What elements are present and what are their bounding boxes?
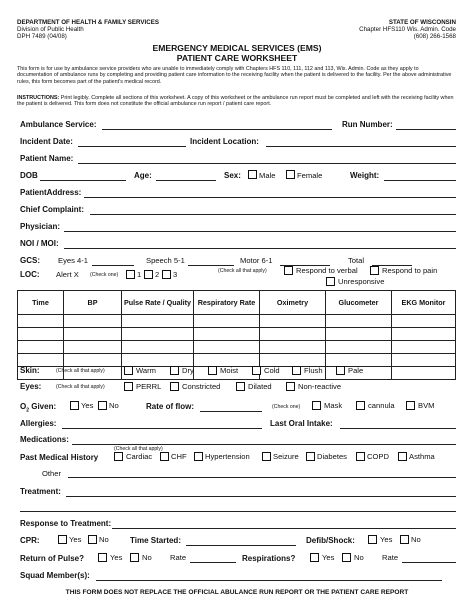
resp-no-checkbox[interactable] — [342, 553, 351, 562]
unresponsive-label: Unresponsive — [338, 277, 385, 286]
loc-alert-label: Alert X — [56, 270, 79, 279]
male-checkbox[interactable] — [248, 170, 257, 179]
age-label: Age: — [134, 171, 152, 180]
response-label: Response to Treatment: — [20, 519, 112, 528]
female-label: Female — [297, 171, 323, 180]
gcs-motor-label: Motor 6-1 — [240, 256, 273, 265]
allergies-field[interactable] — [62, 428, 262, 429]
perrl-label: PERRL — [136, 382, 162, 391]
seizure-checkbox[interactable] — [262, 452, 271, 461]
loc-check-one: (Check one) — [90, 272, 119, 278]
chief-complaint-field[interactable] — [90, 214, 456, 215]
col-bp: BP — [64, 291, 122, 315]
skin-pale-checkbox[interactable] — [336, 366, 345, 375]
copd-checkbox[interactable] — [356, 452, 365, 461]
hypertension-checkbox[interactable] — [194, 452, 203, 461]
table-row — [18, 315, 456, 328]
hypertension-label: Hypertension — [205, 452, 250, 461]
resp-rate-field[interactable] — [402, 562, 456, 563]
o2-given-label: $O_2$ Given: — [20, 402, 57, 414]
time-started-field[interactable] — [186, 545, 296, 546]
skin-cold-label: Cold — [264, 366, 280, 375]
phone-number: (608) 266-1568 — [413, 33, 456, 40]
return-of-pulse-label: Return of Pulse? — [20, 554, 85, 563]
skin-moist-checkbox[interactable] — [208, 366, 217, 375]
division-name: Division of Public Health — [17, 26, 84, 33]
non-reactive-checkbox[interactable] — [286, 382, 295, 391]
bvm-label: BVM — [418, 401, 435, 410]
table-row — [18, 354, 456, 367]
skin-label: Skin: — [20, 366, 40, 375]
verbal-checkbox[interactable] — [284, 266, 293, 275]
cardiac-checkbox[interactable] — [114, 452, 123, 461]
gcs-speech-field[interactable] — [188, 265, 234, 266]
dob-label: DOB — [20, 171, 38, 180]
o2-yes-checkbox[interactable] — [70, 401, 79, 410]
table-row — [18, 341, 456, 354]
gcs-total-label: Total — [348, 256, 365, 265]
perrl-checkbox[interactable] — [124, 382, 133, 391]
chief-complaint-label: Chief Complaint: — [20, 205, 84, 214]
history-check-all: (Check all that apply) — [114, 446, 163, 452]
copd-label: COPD — [367, 452, 389, 461]
loc-1-checkbox[interactable] — [126, 270, 135, 279]
eyes-label: Eyes: — [20, 382, 42, 391]
col-oximetry: Oximetry — [260, 291, 326, 315]
age-field[interactable] — [156, 180, 216, 181]
ambulance-service-label: Ambulance Service: — [20, 120, 97, 129]
mask-checkbox[interactable] — [312, 401, 321, 410]
defib-no-label: No — [411, 535, 421, 544]
dob-field[interactable] — [40, 180, 126, 181]
o2-no-label: No — [109, 401, 119, 410]
skin-pale-label: Pale — [348, 366, 364, 375]
noi-moi-label: NOI / MOI: — [20, 239, 59, 248]
other-label: Other — [42, 469, 61, 478]
incident-date-field[interactable] — [78, 146, 186, 147]
weight-label: Weight: — [350, 171, 380, 180]
patient-name-field[interactable] — [78, 163, 456, 164]
squad-members-label: Squad Member(s): — [20, 571, 90, 580]
eyes-check-all: (Check all that apply) — [56, 384, 105, 390]
constricted-label: Constricted — [182, 382, 221, 391]
skin-warm-label: Warm — [136, 366, 156, 375]
mask-label: Mask — [324, 401, 343, 410]
col-ekg: EKG Monitor — [392, 291, 456, 315]
incident-location-field[interactable] — [266, 146, 456, 147]
loc-label: LOC: — [20, 270, 40, 279]
pain-checkbox[interactable] — [370, 266, 379, 275]
pulse-no-label: No — [142, 553, 152, 562]
defib-yes-checkbox[interactable] — [368, 535, 377, 544]
loc-3-label: 3 — [173, 270, 178, 279]
defib-yes-label: Yes — [380, 535, 393, 544]
patient-address-field[interactable] — [84, 197, 456, 198]
rate-of-flow-label: Rate of flow: — [146, 402, 194, 411]
resp-no-label: No — [354, 553, 364, 562]
asthma-label: Asthma — [409, 452, 435, 461]
instructions-text — [17, 95, 455, 108]
asthma-checkbox[interactable] — [398, 452, 407, 461]
chf-label: CHF — [171, 452, 187, 461]
physician-field[interactable] — [64, 231, 456, 232]
rate-of-flow-field[interactable] — [200, 411, 262, 412]
form-subtitle: PATIENT CARE WORKSHEET — [176, 53, 298, 63]
col-pulse: Pulse Rate / Quality — [122, 291, 194, 315]
diabetes-label: Diabetes — [317, 452, 347, 461]
skin-dry-label: Dry — [182, 366, 194, 375]
form-number: DPH 7489 (04/08) — [17, 33, 67, 40]
seizure-label: Seizure — [273, 452, 299, 461]
pulse-yes-label: Yes — [110, 553, 123, 562]
treatment-label: Treatment: — [20, 487, 61, 496]
cannula-label: cannula — [368, 401, 395, 410]
respirations-label: Respirations? — [242, 554, 296, 563]
weight-field[interactable] — [384, 180, 456, 181]
ambulance-service-field[interactable] — [102, 129, 332, 130]
form-title: EMERGENCY MEDICAL SERVICES (EMS) — [152, 43, 322, 53]
patient-name-label: Patient Name: — [20, 154, 74, 163]
squad-members-field[interactable] — [96, 580, 442, 581]
diabetes-checkbox[interactable] — [306, 452, 315, 461]
col-respiratory: Respiratory Rate — [194, 291, 260, 315]
cardiac-label: Cardiac — [126, 452, 153, 461]
constricted-checkbox[interactable] — [170, 382, 179, 391]
female-checkbox[interactable] — [286, 170, 295, 179]
male-label: Male — [259, 171, 276, 180]
loc-2-label: 2 — [155, 270, 160, 279]
cpr-label: CPR: — [20, 536, 40, 545]
other-field[interactable] — [68, 477, 456, 478]
skin-cold-checkbox[interactable] — [252, 366, 261, 375]
cpr-no-checkbox[interactable] — [88, 535, 97, 544]
pulse-rate-field[interactable] — [190, 562, 236, 563]
treatment-field-2[interactable] — [20, 511, 456, 512]
defib-label: Defib/Shock: — [306, 536, 355, 545]
response-field[interactable] — [112, 528, 456, 529]
dilated-label: Dilated — [248, 382, 272, 391]
physician-label: Physician: — [20, 222, 61, 231]
gcs-eyes-label: Eyes 4-1 — [58, 256, 88, 265]
loc-3-checkbox[interactable] — [162, 270, 171, 279]
treatment-field[interactable] — [66, 496, 456, 497]
pulse-no-checkbox[interactable] — [130, 553, 139, 562]
instructions-body: Print legibly. Complete all sections of this worksheet. A copy of this worksheet or the ambulance run report must be completed and left with the receiving facility when the patient is delivered. This form does not constitute the official ambulance run report / patient care report. — [17, 95, 454, 108]
pulse-rate-label: Rate — [170, 553, 187, 562]
gcs-eyes-field[interactable] — [92, 265, 134, 266]
skin-flush-checkbox[interactable] — [292, 366, 301, 375]
medications-label: Medications: — [20, 435, 69, 444]
cannula-checkbox[interactable] — [356, 401, 365, 410]
bvm-checkbox[interactable] — [406, 401, 415, 410]
state-name: STATE OF WISCONSIN — [388, 19, 456, 26]
col-glucometer: Glucometer — [326, 291, 392, 315]
incident-date-label: Incident Date: — [20, 137, 73, 146]
resp-yes-label: Yes — [322, 553, 335, 562]
skin-moist-label: Moist — [220, 366, 239, 375]
past-medical-history-label: Past Medical History — [20, 453, 99, 462]
last-oral-intake-field[interactable] — [340, 428, 456, 429]
allergies-label: Allergies: — [20, 419, 57, 428]
patient-address-label: PatientAddress: — [20, 188, 82, 197]
sex-label: Sex: — [224, 171, 241, 180]
footer-notice: THIS FORM DOES NOT REPLACE THE OFFICIAL ABULANCE RUN REPORT OR THE PATIENT CARE REPORT — [65, 589, 409, 596]
cpr-yes-label: Yes — [69, 535, 82, 544]
incident-location-label: Incident Location: — [190, 137, 259, 146]
run-number-label: Run Number: — [342, 120, 393, 129]
table-row — [18, 328, 456, 341]
non-reactive-label: Non-reactive — [298, 382, 342, 391]
gcs-label: GCS: — [20, 256, 40, 265]
unresponsive-checkbox[interactable] — [326, 277, 335, 286]
resp-rate-label: Rate — [382, 553, 399, 562]
instructions-label: INSTRUCTIONS: — [17, 95, 60, 101]
cpr-no-label: No — [99, 535, 109, 544]
run-number-field[interactable] — [396, 129, 456, 130]
noi-moi-field[interactable] — [64, 248, 456, 249]
loc-1-label: 1 — [137, 270, 142, 279]
last-oral-intake-label: Last Oral Intake: — [270, 419, 333, 428]
defib-no-checkbox[interactable] — [400, 535, 409, 544]
skin-dry-checkbox[interactable] — [170, 366, 179, 375]
department-name: DEPARTMENT OF HEALTH & FAMILY SERVICES — [17, 19, 159, 26]
time-started-label: Time Started: — [130, 536, 181, 545]
o2-check-one: (Check one) — [272, 404, 301, 410]
skin-check-all: (Check all that apply) — [56, 368, 105, 374]
chapter-ref: Chapter HFS110 Wis. Admin. Code — [359, 26, 456, 33]
dilated-checkbox[interactable] — [236, 382, 245, 391]
cpr-yes-checkbox[interactable] — [58, 535, 67, 544]
col-time: Time — [18, 291, 64, 315]
intro-text: This form is for use by ambulance service providers who are unable to immediately comply with Chapters HFS 110, 111, 112 and 113, Wis. Admin. Code as they apply to documentation of ambulance runs by completing and providing patient care information to the receiving facility when the patient is delivered to the facility. Per the above administrative rules, this form becomes part of the patient's medical record. — [17, 66, 452, 85]
skin-flush-label: Flush — [304, 366, 323, 375]
skin-warm-checkbox[interactable] — [124, 366, 133, 375]
chf-checkbox[interactable] — [160, 452, 169, 461]
medications-field[interactable] — [72, 444, 456, 445]
pain-label: Respond to pain — [382, 266, 438, 275]
gcs-speech-label: Speech 5-1 — [146, 256, 185, 265]
loc-2-checkbox[interactable] — [144, 270, 153, 279]
pulse-yes-checkbox[interactable] — [98, 553, 107, 562]
loc-check-all: (Check all that apply) — [218, 268, 267, 274]
o2-no-checkbox[interactable] — [98, 401, 107, 410]
resp-yes-checkbox[interactable] — [310, 553, 319, 562]
o2-yes-label: Yes — [81, 401, 94, 410]
verbal-label: Respond to verbal — [296, 266, 358, 275]
